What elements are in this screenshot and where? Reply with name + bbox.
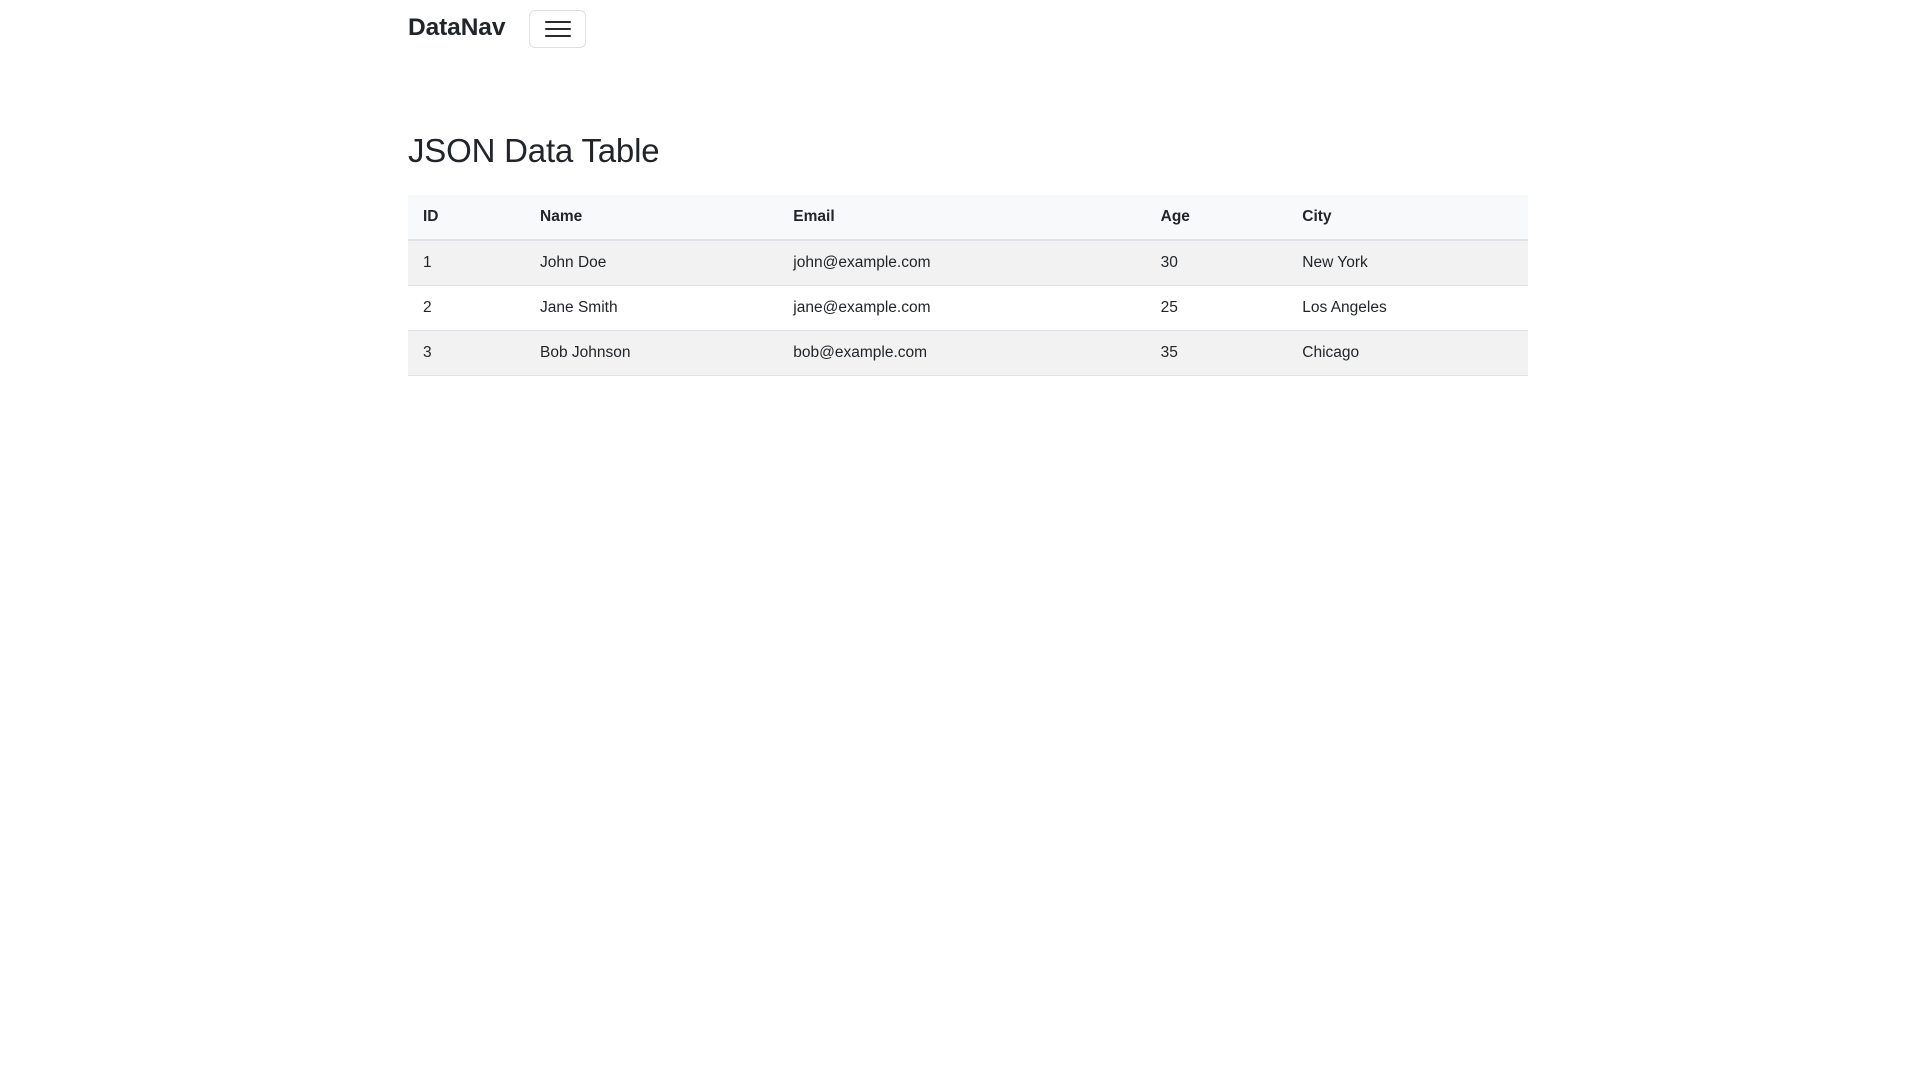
cell-city: Chicago xyxy=(1287,330,1528,375)
hamburger-bar xyxy=(545,21,571,23)
table-row[interactable] xyxy=(408,330,1528,375)
cell-id: 2 xyxy=(408,285,525,330)
hamburger-menu-icon[interactable] xyxy=(529,10,586,48)
hamburger-bar xyxy=(545,35,571,37)
table-row[interactable] xyxy=(408,285,1528,330)
cell-age: 25 xyxy=(1146,285,1288,330)
json-data-table xyxy=(408,195,1528,376)
table-head xyxy=(408,195,1528,240)
cell-city: Los Angeles xyxy=(1287,285,1528,330)
cell-id: 3 xyxy=(408,330,525,375)
cell-age: 30 xyxy=(1146,240,1288,286)
table-header-row xyxy=(408,195,1528,240)
table-body xyxy=(408,240,1528,376)
cell-name: Jane Smith xyxy=(525,285,778,330)
navbar xyxy=(408,0,1920,57)
cell-age: 35 xyxy=(1146,330,1288,375)
cell-id: 1 xyxy=(408,240,525,286)
cell-name: Bob Johnson xyxy=(525,330,778,375)
main-content xyxy=(408,131,1528,376)
navbar-brand[interactable]: DataNav xyxy=(408,14,506,42)
column-header-email[interactable]: Email xyxy=(778,195,1145,240)
column-header-city[interactable]: City xyxy=(1287,195,1528,240)
column-header-age[interactable]: Age xyxy=(1146,195,1288,240)
column-header-id[interactable]: ID xyxy=(408,195,525,240)
table-row[interactable] xyxy=(408,240,1528,286)
cell-city: New York xyxy=(1287,240,1528,286)
hamburger-bar xyxy=(545,28,571,30)
column-header-name[interactable]: Name xyxy=(525,195,778,240)
cell-name: John Doe xyxy=(525,240,778,286)
cell-email: john@example.com xyxy=(778,240,1145,286)
cell-email: bob@example.com xyxy=(778,330,1145,375)
page-title: JSON Data Table xyxy=(408,132,660,169)
cell-email: jane@example.com xyxy=(778,285,1145,330)
